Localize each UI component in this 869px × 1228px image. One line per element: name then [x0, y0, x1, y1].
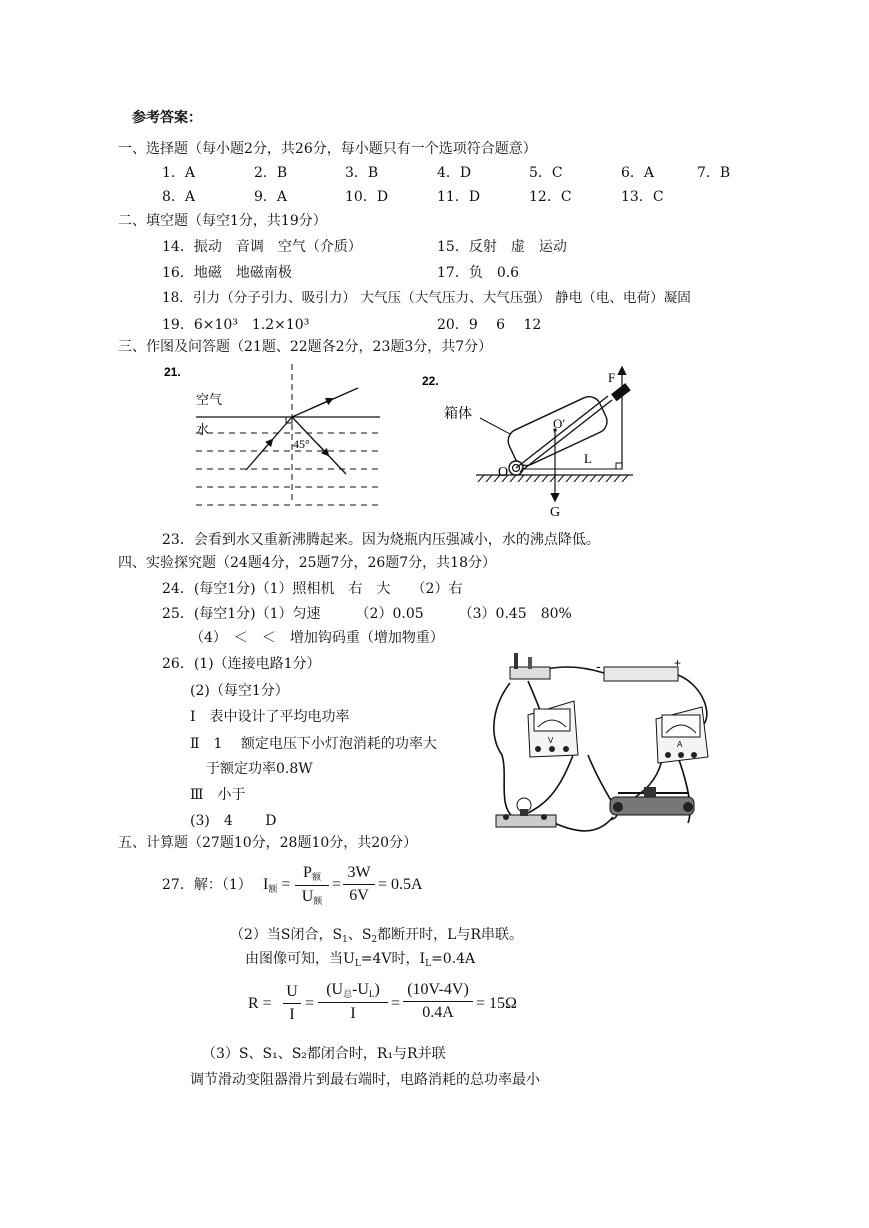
answer-25-line-1: 25．(每空1分)（1）匀速 （2）0.05 （3）0.45 80% [162, 606, 572, 622]
section-3-title: 三、作图及问答题（21题、22题各2分，23题3分，共7分） [118, 339, 493, 355]
mc-answer: 7．B [697, 165, 731, 181]
mc-answer: 9．A [254, 189, 288, 205]
force-f-label: F [608, 370, 616, 385]
circuit-figure [488, 645, 718, 837]
mc-answer: 11．D [437, 189, 481, 205]
fill-answer-19: 19．6×10³ 1.2×10³ [162, 317, 310, 333]
answer-25-line-2: （4） ＜ ＜ 增加钩码重（增加物重） [190, 630, 444, 646]
answer-heading: 参考答案： [132, 110, 202, 126]
air-label: 空气 [196, 393, 223, 408]
battery-minus: - [596, 658, 601, 674]
mc-answer: 5．C [529, 165, 563, 181]
angle-label: 45° [293, 437, 310, 451]
mc-answer: 10．D [345, 189, 389, 205]
pivot-label: O [498, 465, 509, 480]
answer-26-line-2: (2)（每空1分） [190, 683, 289, 699]
eq2-equals-1: = [305, 995, 315, 1012]
answer-27-part-2-line-2: 由图像可知，当$U_L=4V$时，$I_L=0.4A$ [245, 951, 476, 969]
answer-27-part-3-line-1: （3）S、S₁、S₂都闭合时，R₁与R并联 [202, 1046, 446, 1062]
fill-answer-14: 14．振动 音调 空气（介质） [162, 239, 362, 255]
fill-answer-16: 16．地磁 地磁南极 [162, 265, 292, 281]
gravity-g-label: G [550, 505, 561, 520]
voltmeter-label: V [548, 736, 554, 745]
fig21-number: 21. [164, 365, 181, 379]
eq2-lhs: R = [248, 995, 272, 1012]
eq1-fraction-numeric: 3W 6V [343, 864, 375, 905]
fill-answer-15: 15．反射 虚 运动 [437, 239, 567, 255]
lever-figure [418, 362, 643, 520]
answer-26-line-4: Ⅱ 1 额定电压下小灯泡消耗的功率大 [190, 736, 437, 752]
section-2-title: 二、填空题（每空1分，共19分） [118, 213, 327, 229]
refraction-figure [160, 362, 385, 512]
answer-26-line-1: 26．(1)（连接电路1分） [162, 656, 321, 672]
eq2-equals-2: = [391, 995, 401, 1012]
section-5-title: 五、计算题（27题10分，28题10分，共20分） [118, 835, 418, 851]
mc-answer: 1．A [162, 165, 196, 181]
answer-27-part-3-line-2: 调节滑动变阻器滑片到最右端时，电路消耗的总功率最小 [190, 1072, 540, 1088]
fig22-number: 22. [422, 374, 439, 388]
answer-23: 23．会看到水又重新沸腾起来。因为烧瓶内压强减小，水的沸点降低。 [162, 532, 600, 548]
fill-answer-17: 17．负 0.6 [437, 265, 520, 281]
section-1-title: 一、选择题（每小题2分，共26分，每小题只有一个选项符合题意） [118, 141, 537, 157]
eq2-fraction-1: U I [283, 983, 301, 1024]
eq1-result: = 0.5A [378, 876, 423, 893]
battery-plus: + [674, 656, 682, 670]
water-label: 水 [196, 423, 210, 438]
ammeter-label: A [677, 740, 683, 749]
fill-answer-18: 18．引力（分子引力、吸引力） 大气压（大气压力、大气压强） 静电（电、电荷）凝固 [162, 290, 691, 306]
arm-l-label: L [584, 451, 592, 466]
eq2-fraction-3: (10V-4V) 0.4A [403, 981, 473, 1022]
box-label: 箱体 [444, 406, 472, 422]
center-label: O′ [553, 416, 566, 431]
mc-answer: 2．B [254, 165, 288, 181]
section-4-title: 四、实验探究题（24题4分，25题7分，26题7分，共18分） [118, 555, 496, 571]
answer-27-label: 27．解：（1） [162, 877, 252, 893]
answer-27-part-2-line-1: （2）当S闭合，$S_1$、$S_2$都断开时，L与R串联。 [230, 927, 523, 945]
answer-26-line-3: Ⅰ 表中设计了平均电功率 [190, 709, 350, 725]
answer-26-line-5: 于额定功率0.8W [206, 761, 313, 777]
mc-answer: 13．C [621, 189, 664, 205]
eq2-fraction-2: $(U_总-U_L)$ I [318, 981, 388, 1023]
answer-24: 24．(每空1分)（1）照相机 右 大 （2）右 [162, 581, 463, 597]
eq1-lhs: $I_额$ = [263, 876, 291, 894]
mc-answer: 6．A [621, 165, 655, 181]
mc-answer: 4．D [437, 165, 472, 181]
mc-answer: 12．C [529, 189, 572, 205]
mc-answer: 3．B [345, 165, 379, 181]
fill-answer-20: 20．9 6 12 [437, 317, 542, 333]
answer-26-line-6: Ⅲ 小于 [190, 787, 246, 803]
eq1-fraction-symbolic: $P_额$ $U_额$ [295, 864, 329, 907]
answer-26-line-7: (3) 4 D [190, 813, 277, 829]
mc-answer: 8．A [162, 189, 196, 205]
eq2-result: = 15Ω [476, 995, 517, 1012]
eq1-equals: = [332, 876, 342, 893]
